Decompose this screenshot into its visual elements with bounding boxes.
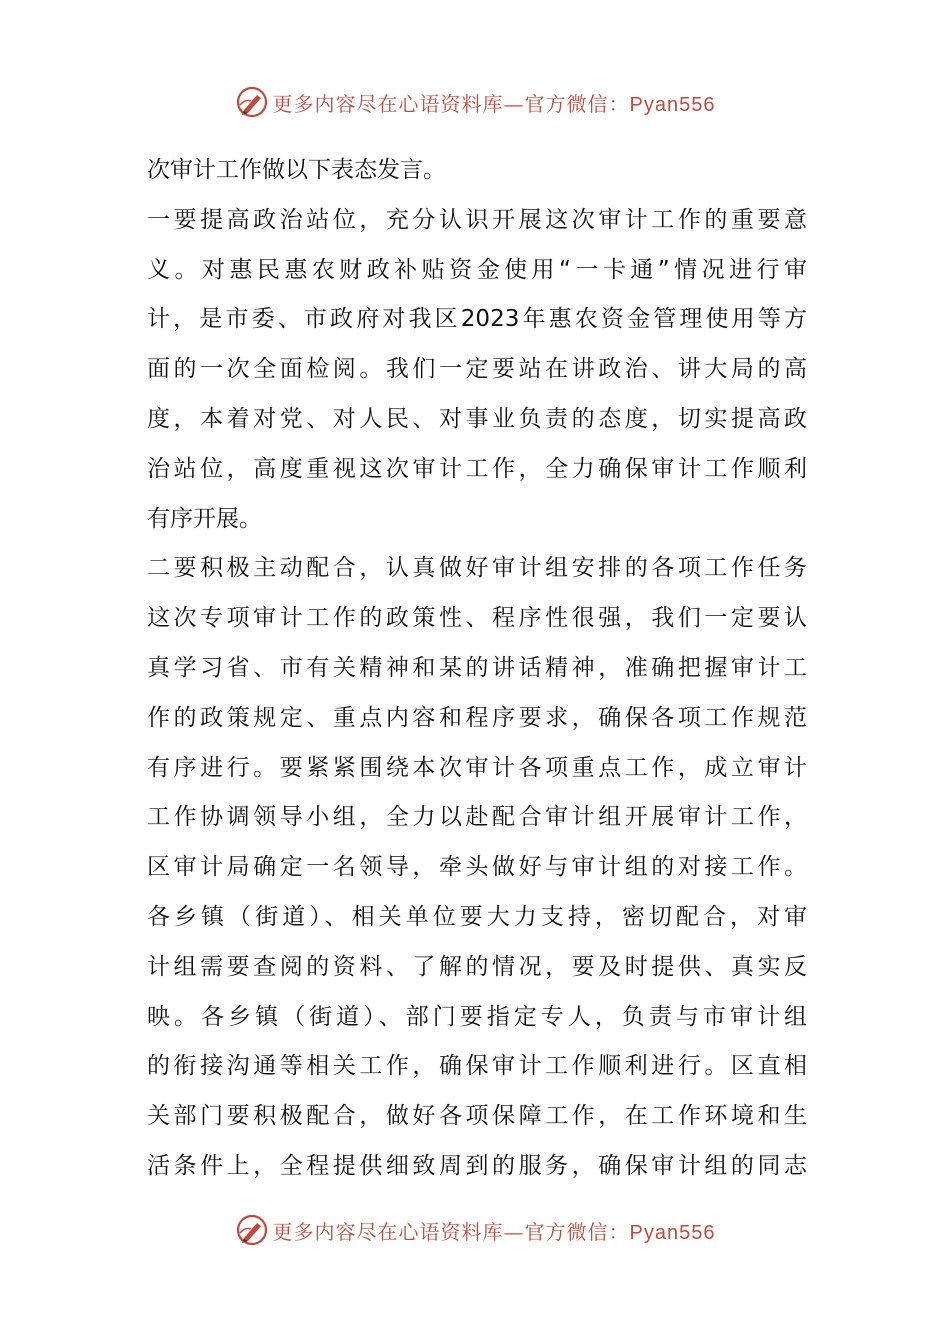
body-line: 这次专项审计工作的政策性、程序性很强，我们一定要认: [147, 605, 807, 632]
body-line: 一要提高政治站位，充分认识开展这次审计工作的重要意: [147, 206, 807, 233]
body-line: 面的一次全面检阅。我们一定要站在讲政治、讲大局的高: [147, 356, 807, 383]
body-line: 计组需要查阅的资料、了解的情况，要及时提供、真实反: [147, 953, 807, 980]
body-line: 关部门要积极配合，做好各项保障工作，在工作环境和生: [147, 1103, 807, 1130]
pen-logo-icon: [235, 1213, 269, 1247]
body-line: 有序进行。要紧紧围绕本次审计各项重点工作，成立审计: [147, 754, 807, 781]
footer-brand-text: 更多内容尽在心语资料库—官方微信：Pyan556: [272, 1219, 716, 1244]
body-line: 工作协调领导小组，全力以赴配合审计组开展审计工作，: [147, 804, 807, 831]
body-line: 区审计局确定一名领导，牵头做好与审计组的对接工作。: [147, 854, 807, 881]
body-line: 义。对惠民惠农财政补贴资金使用“一卡通”情况进行审: [147, 256, 807, 283]
body-line: 度，本着对党、对人民、对事业负责的态度，切实提高政: [147, 405, 807, 432]
body-line: 作的政策规定、重点内容和程序要求，确保各项工作规范: [147, 704, 807, 731]
body-line: 有序开展。: [147, 505, 262, 532]
body-line: 治站位，高度重视这次审计工作，全力确保审计工作顺利: [147, 455, 807, 482]
body-line: 映。各乡镇（街道）、部门要指定专人，负责与市审计组: [147, 1003, 807, 1030]
header-wechat-id: Pyan556: [629, 93, 716, 116]
body-line: 计，是市委、市政府对我区2023年惠农资金管理使用等方: [147, 306, 807, 333]
header-banner: [0, 82, 950, 122]
document-body: [147, 146, 807, 1192]
body-line: 各乡镇（街道）、相关单位要大力支持，密切配合，对审: [147, 903, 807, 930]
body-line: 真学习省、市有关精神和某的讲话精神，准确把握审计工: [147, 654, 807, 681]
footer-banner: [0, 1210, 950, 1250]
footer-wechat-id: Pyan556: [629, 1221, 716, 1244]
header-brand-text: 更多内容尽在心语资料库—官方微信：Pyan556: [272, 91, 716, 116]
body-line: 的衔接沟通等相关工作，确保审计工作顺利进行。区直相: [147, 1053, 807, 1080]
pen-logo-icon: [235, 85, 269, 119]
body-line: 二要积极主动配合，认真做好审计组安排的各项工作任务: [147, 555, 807, 582]
body-line: 活条件上，全程提供细致周到的服务，确保审计组的同志: [147, 1152, 807, 1179]
body-line: 次审计工作做以下表态发言。: [147, 157, 446, 183]
